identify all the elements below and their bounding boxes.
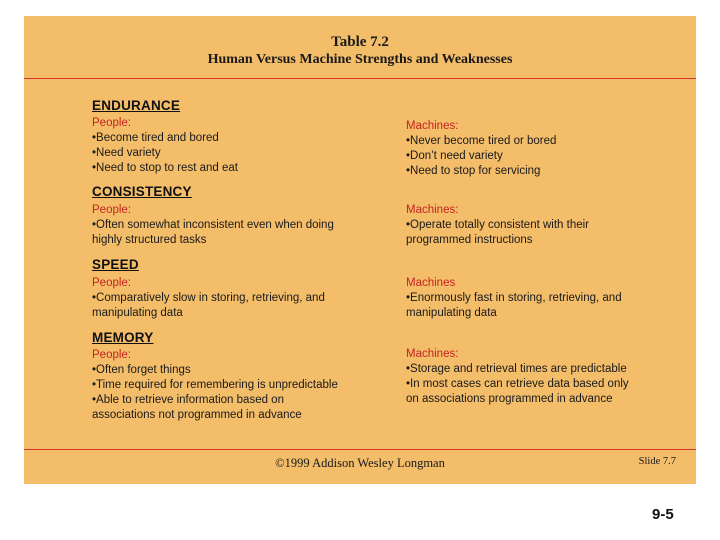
machines-item: on associations programmed in advance: [406, 393, 613, 405]
people-label: People:: [92, 117, 132, 129]
copyright-text: ©1999 Addison Wesley Longman: [275, 456, 445, 470]
machines-item: •Don’t need variety: [406, 150, 503, 162]
machines-item: •Storage and retrieval times are predictable: [406, 363, 627, 375]
people-item: •Often forget things: [92, 364, 191, 376]
people-column: [92, 116, 382, 176]
people-item: •Able to retrieve information based on: [92, 394, 284, 406]
machines-label: Machines:: [406, 120, 459, 132]
machines-item: programmed instructions: [406, 234, 533, 246]
section-heading: MEMORY: [92, 330, 154, 345]
machines-item: •Enormously fast in storing, retrieving, and: [406, 292, 622, 304]
bottom-divider: [24, 449, 696, 450]
people-item: associations not programmed in advance: [92, 409, 302, 421]
machines-label: Machines: [406, 277, 456, 289]
top-divider: [24, 78, 696, 79]
section-heading: CONSISTENCY: [92, 184, 192, 199]
people-item: manipulating data: [92, 307, 183, 319]
machines-item: •In most cases can retrieve data based only: [406, 378, 629, 390]
people-label: People:: [92, 349, 132, 361]
people-column: [92, 203, 382, 248]
people-column: [92, 276, 382, 321]
machines-column: [406, 347, 686, 407]
people-item: •Need variety: [92, 147, 161, 159]
people-label: People:: [92, 204, 132, 216]
people-column: [92, 348, 382, 423]
slide: [24, 16, 696, 484]
machines-label: Machines:: [406, 348, 459, 360]
machines-column: [406, 276, 686, 321]
section-heading: SPEED: [92, 257, 139, 272]
page-number: 9-5: [652, 506, 674, 523]
machines-item: •Need to stop for servicing: [406, 165, 541, 177]
section-heading: ENDURANCE: [92, 98, 181, 113]
machines-item: •Never become tired or bored: [406, 135, 557, 147]
machines-item: manipulating data: [406, 307, 497, 319]
machines-label: Machines:: [406, 204, 459, 216]
people-item: •Become tired and bored: [92, 132, 219, 144]
machines-item: •Operate totally consistent with their: [406, 219, 590, 231]
table-title: Table 7.2: [331, 34, 389, 50]
table-subtitle: Human Versus Machine Strengths and Weaknesses: [207, 52, 513, 67]
people-item: highly structured tasks: [92, 234, 207, 246]
slide-number: Slide 7.7: [638, 456, 676, 467]
people-label: People:: [92, 277, 132, 289]
people-item: •Comparatively slow in storing, retrieving, and: [92, 292, 325, 304]
people-item: •Need to stop to rest and eat: [92, 162, 238, 174]
machines-column: [406, 203, 686, 248]
people-item: •Time required for remembering is unpredictable: [92, 379, 338, 391]
machines-column: [406, 119, 686, 179]
people-item: •Often somewhat inconsistent even when doing: [92, 219, 334, 231]
